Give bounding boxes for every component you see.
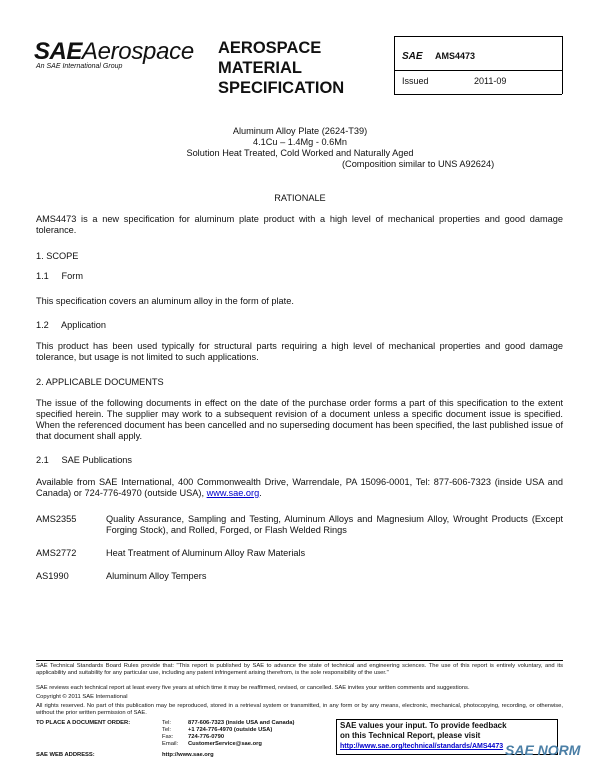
fax-label: Fax: bbox=[162, 734, 174, 740]
ref-desc: Quality Assurance, Sampling and Testing, Aluminum Alloys and Magnesium Alloy, Wrought Products (Except Forging Stock), and Rolled, Forged, or Flash Welded Rings bbox=[106, 514, 563, 535]
doc-title-line4: (Composition similar to UNS A92624) bbox=[342, 159, 495, 169]
web-label: SAE WEB ADDRESS: bbox=[36, 752, 95, 758]
feedback-line1: SAE values your input. To provide feedback bbox=[340, 721, 507, 730]
email-label: Email: bbox=[162, 741, 179, 747]
sae-website-link[interactable]: www.sae.org bbox=[206, 488, 260, 498]
issued-date: 2011-09 bbox=[474, 76, 507, 86]
doc-title-line3: Solution Heat Treated, Cold Worked and Naturally Aged bbox=[186, 148, 414, 158]
section-1-2-text: This product has been used typically for structural parts requiring a high level of mechanical properties and good damage tolerance, but usage is not limited to such applications. bbox=[36, 341, 563, 362]
footer-rights: All rights reserved. No part of this publication may be reproduced, stored in a retrieval system or transmitted, in any form or by any means, electronic, mechanical, photocopying, recording, or otherwise, without the prior written permission of SAE. bbox=[36, 703, 563, 717]
feedback-line2: on this Technical Report, please visit bbox=[340, 731, 481, 740]
doc-title-line1: Aluminum Alloy Plate (2624-T39) bbox=[232, 126, 368, 136]
section-1-1-text: This specification covers an aluminum alloy in the form of plate. bbox=[36, 296, 294, 306]
spec-type-title: AEROSPACE MATERIAL SPECIFICATION bbox=[218, 39, 345, 97]
tel2-label: Tel: bbox=[162, 727, 172, 733]
footer-review: SAE reviews each technical report at least every five years at which time it may be reaffirmed, revised, or cancelled. SAE invites your written comments and suggestions. bbox=[36, 685, 470, 691]
rationale-heading: RATIONALE bbox=[274, 193, 326, 203]
watermark-logo: SAE NORM bbox=[505, 742, 581, 758]
sae-mini-logo: SAE bbox=[402, 51, 423, 62]
tel2-value: +1 724-776-4970 (outside USA) bbox=[188, 727, 273, 733]
issued-label: Issued bbox=[402, 76, 429, 86]
section-1-1-heading: 1.1 Form bbox=[36, 271, 83, 281]
ref-desc: Aluminum Alloy Tempers bbox=[106, 571, 207, 581]
footer-copyright: Copyright © 2011 SAE International bbox=[36, 694, 128, 700]
header-divider bbox=[394, 36, 395, 94]
header-bottom-rule bbox=[394, 94, 562, 95]
doc-title-line2: 4.1Cu – 1.4Mg - 0.6Mn bbox=[253, 137, 347, 147]
ref-code: AMS2772 bbox=[36, 548, 77, 558]
tel-value: 877-606-7323 (inside USA and Canada) bbox=[188, 720, 295, 726]
logo-product: Aerospace bbox=[81, 38, 194, 65]
section-2-heading: 2. APPLICABLE DOCUMENTS bbox=[36, 377, 164, 387]
logo-brand: SAE bbox=[34, 38, 82, 65]
header-top-rule bbox=[394, 36, 562, 37]
header-divider-right bbox=[562, 36, 563, 94]
header-mid-rule bbox=[394, 70, 562, 71]
section-2-1-text: Available from SAE International, 400 Commonwealth Drive, Warrendale, PA 15096-0001, Tel: 877-606-7323 (inside USA and Canada) or 724-776-4970 (outside USA), www.sae.org. bbox=[36, 477, 563, 498]
email-value: CustomerService@sae.org bbox=[188, 741, 262, 747]
feedback-link[interactable]: http://www.sae.org/technical/standards/AMS4473 bbox=[340, 743, 504, 750]
ref-code: AMS2355 bbox=[36, 514, 77, 524]
doc-number: AMS4473 bbox=[435, 51, 476, 61]
rationale-text: AMS4473 is a new specification for aluminum plate product with a high level of mechanical properties and good damage tolerance. bbox=[36, 214, 563, 235]
ref-desc: Heat Treatment of Aluminum Alloy Raw Materials bbox=[106, 548, 306, 558]
sae-aerospace-logo bbox=[34, 38, 194, 66]
order-label: TO PLACE A DOCUMENT ORDER: bbox=[36, 720, 131, 726]
fax-value: 724-776-0790 bbox=[188, 734, 225, 740]
section-2-text: The issue of the following documents in effect on the date of the purchase order forms a part of this specification to the extent specified herein. The supplier may work to a subsequent revision of a document unless a specific document issue is specified. When the referenced document has been cancelled and no superseding document has been specified, the last published issue of that document shall apply. bbox=[36, 398, 563, 441]
footer-disclaimer: SAE Technical Standards Board Rules provide that: "This report is published by SAE to advance the state of technical and engineering sciences. The use of this report is entirely voluntary, and its applicability and suitability for any particular use, including any patent infringement arising therefrom, is the sole responsibility of the user." bbox=[36, 663, 563, 677]
logo-subtitle: An SAE International Group bbox=[36, 63, 123, 70]
section-1-heading: 1. SCOPE bbox=[36, 251, 79, 261]
doc-number-row bbox=[402, 46, 475, 64]
web-value: http://www.sae.org bbox=[162, 752, 214, 758]
tel-label: Tel: bbox=[162, 720, 172, 726]
footer-rule bbox=[36, 660, 563, 661]
section-2-1-heading: 2.1 SAE Publications bbox=[36, 455, 133, 465]
doc-title bbox=[120, 126, 480, 159]
section-1-2-heading: 1.2 Application bbox=[36, 320, 106, 330]
ref-code: AS1990 bbox=[36, 571, 69, 581]
